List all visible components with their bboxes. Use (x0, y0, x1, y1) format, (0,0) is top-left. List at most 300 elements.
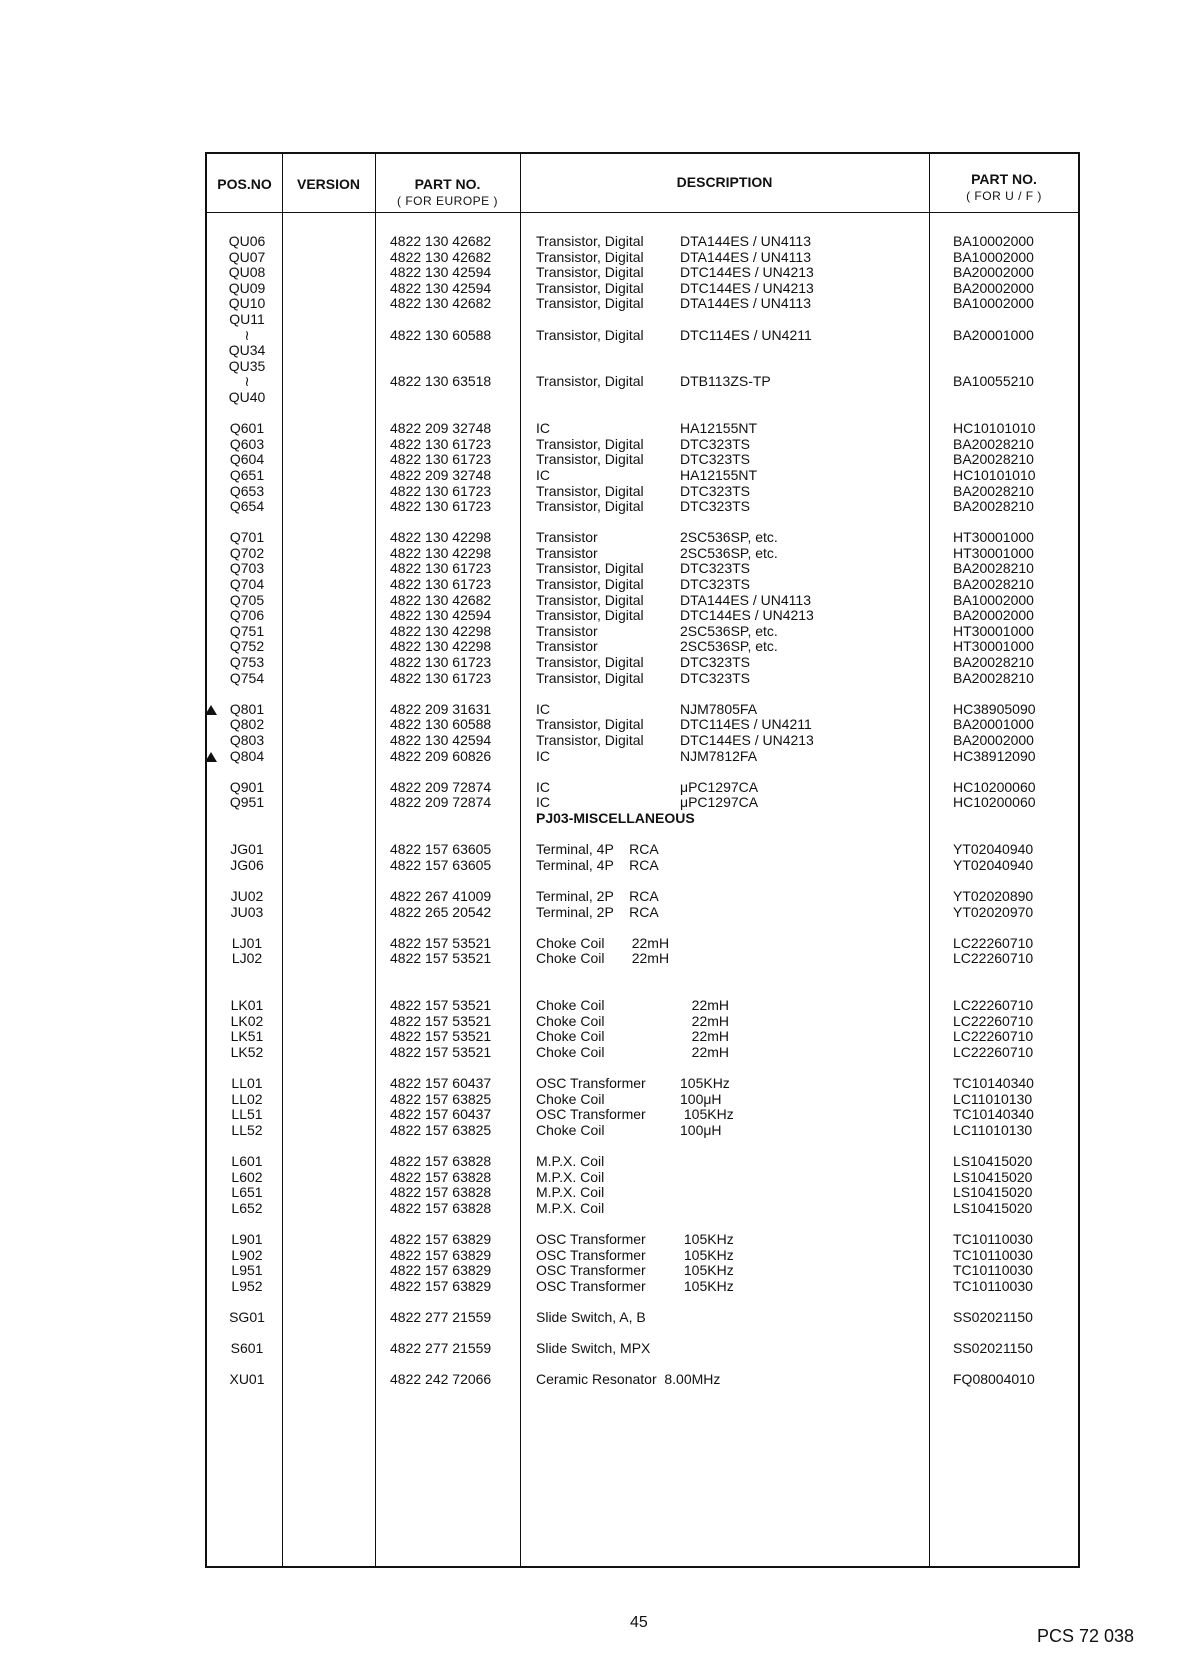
spec-cell-text: DTC323TS (680, 576, 751, 593)
part-no-cell (390, 936, 491, 952)
pos-cell-text: S601 (230, 1340, 264, 1357)
part-no-uf-cell (953, 905, 1033, 921)
spec-cell (680, 561, 750, 577)
pos-cell (207, 1014, 287, 1030)
description-cell (536, 468, 550, 484)
table-row (207, 1060, 1078, 1076)
part-no-cell (390, 1076, 491, 1092)
spec-cell (680, 1232, 734, 1248)
spec-cell-text: DTC323TS (680, 669, 751, 686)
part-no-cell (390, 296, 491, 312)
part-no-cell-text: 4822 130 42682 (390, 233, 492, 249)
description-cell-text: OSC Transformer (536, 1106, 646, 1123)
table-row (207, 717, 1078, 733)
table-row (207, 343, 1078, 359)
part-no-uf-cell (953, 452, 1034, 468)
spec-cell-text: DTC323TS (680, 498, 751, 515)
table-row (207, 421, 1078, 437)
part-no-cell (390, 1123, 491, 1139)
part-no-uf-cell (953, 484, 1034, 500)
table-row (207, 671, 1078, 687)
table-row (207, 1248, 1078, 1264)
spec-cell-text: 105KHz (680, 1075, 730, 1092)
table-row (207, 359, 1078, 375)
part-no-uf-cell (953, 936, 1033, 952)
part-no-uf-cell-text: BA20028210 (953, 451, 1034, 468)
pos-cell-text: QU11 (229, 310, 265, 327)
table-row (207, 265, 1078, 281)
pos-cell-text: JU02 (230, 887, 264, 904)
spec-cell (680, 468, 757, 484)
spec-cell-text: 2SC536SP, etc. (680, 544, 778, 561)
spec-cell (680, 795, 758, 811)
description-cell (536, 421, 550, 437)
description-cell-text: Transistor, Digital (536, 295, 644, 312)
part-no-uf-cell-text: YT02020890 (953, 887, 1034, 904)
header-part-no-uf (929, 171, 1079, 203)
part-no-uf-cell (953, 639, 1034, 655)
description-cell (536, 328, 644, 344)
description-cell-text: Transistor, Digital (536, 732, 644, 748)
table-row (207, 1326, 1078, 1342)
table-row (207, 858, 1078, 874)
description-cell (536, 250, 644, 266)
part-no-cell (390, 639, 491, 655)
part-no-uf-cell-text: LC11010130 (953, 1121, 1033, 1138)
pos-cell (207, 951, 287, 967)
spec-cell (680, 639, 778, 655)
pos-cell-text: LK51 (230, 1028, 264, 1045)
description-cell-text: OSC Transformer (536, 1262, 646, 1279)
part-no-uf-cell (953, 593, 1034, 609)
spec-cell-text: DTC323TS (680, 482, 751, 499)
part-no-uf-cell-text: LC22260710 (953, 1028, 1034, 1045)
part-no-uf-cell-text: LS10415020 (953, 1184, 1033, 1201)
part-no-uf-cell-text: BA20028210 (953, 482, 1034, 499)
pos-cell (207, 1045, 287, 1061)
spec-cell-text: DTC323TS (680, 451, 751, 468)
pos-cell (207, 561, 287, 577)
part-no-uf-cell (953, 577, 1034, 593)
table-row (207, 1138, 1078, 1154)
part-no-uf-cell (953, 951, 1033, 967)
pos-cell (207, 749, 287, 765)
pos-cell (207, 593, 287, 609)
description-cell-text: OSC Transformer (536, 1246, 646, 1263)
pos-cell (207, 296, 287, 312)
part-no-cell (390, 1045, 491, 1061)
pos-cell (207, 546, 287, 562)
part-no-cell (390, 858, 491, 874)
part-no-uf-cell-text: TC10140340 (953, 1075, 1034, 1092)
part-no-cell (390, 1092, 491, 1108)
pos-cell-text: L952 (231, 1277, 263, 1294)
description-cell (536, 1372, 720, 1388)
part-no-uf-cell (953, 717, 1034, 733)
description-cell-text: Choke Coil (536, 1012, 605, 1029)
part-no-uf-cell-text: BA10002000 (953, 591, 1034, 608)
part-no-cell-text: 4822 157 63828 (390, 1168, 492, 1185)
part-no-cell-text: 4822 130 42594 (390, 732, 492, 748)
part-no-cell (390, 452, 491, 468)
spec-cell-text: 22mH (680, 1012, 730, 1029)
part-no-uf-cell-text: LC22260710 (953, 1012, 1034, 1029)
part-no-uf-cell-text: BA20028210 (953, 560, 1034, 577)
table-row (207, 624, 1078, 640)
part-no-uf-cell (953, 1123, 1032, 1139)
part-no-uf-cell (953, 546, 1034, 562)
table-row (207, 484, 1078, 500)
table-row (207, 1029, 1078, 1045)
description-cell-text: Choke Coil (536, 1090, 605, 1107)
part-no-uf-cell (953, 671, 1034, 687)
pos-cell-text: Q753 (229, 654, 265, 671)
part-no-uf-cell-text: YT02020970 (953, 903, 1034, 920)
part-no-cell-text: 4822 157 63829 (390, 1231, 492, 1247)
description-cell (536, 546, 598, 562)
pos-cell-text: LK52 (230, 1043, 264, 1060)
description-cell-text: M.P.X. Coil (536, 1184, 605, 1201)
spec-cell (680, 1123, 722, 1139)
part-no-uf-cell-text: BA10002000 (953, 248, 1034, 265)
table-row (207, 842, 1078, 858)
part-no-uf-cell (953, 889, 1033, 905)
part-no-uf-cell-text: HT30001000 (953, 529, 1034, 546)
part-no-uf-cell (953, 858, 1033, 874)
table-row (207, 1310, 1078, 1326)
pos-cell (207, 312, 287, 328)
pos-cell (207, 1263, 287, 1279)
pos-cell-text: Q901 (229, 778, 265, 795)
table-row (207, 1279, 1078, 1295)
part-no-cell-text: 4822 157 63605 (390, 856, 492, 873)
pos-cell-text: Q701 (229, 529, 265, 546)
description-cell-text: Transistor, Digital (536, 233, 644, 249)
description-cell-text: OSC Transformer (536, 1277, 646, 1294)
spec-cell-text: 22mH (680, 1028, 730, 1045)
part-no-uf-cell (953, 1014, 1033, 1030)
part-no-cell-text: 4822 130 61723 (390, 451, 492, 468)
part-no-uf-cell-text: BA20028210 (953, 576, 1034, 593)
pos-cell (207, 484, 287, 500)
description-cell-text: Transistor, Digital (536, 248, 644, 265)
part-no-cell-text: 4822 130 42682 (390, 248, 492, 265)
table-row (207, 561, 1078, 577)
part-no-cell (390, 733, 491, 749)
part-no-cell-text: 4822 157 63829 (390, 1246, 492, 1263)
table-row (207, 905, 1078, 921)
part-no-cell (390, 998, 491, 1014)
part-no-uf-cell (953, 374, 1034, 390)
pos-cell (207, 1372, 287, 1388)
spec-cell-text: DTC144ES / UN4213 (680, 264, 814, 281)
part-no-cell-text: 4822 157 53521 (390, 934, 492, 951)
spec-cell-text: 100μH (680, 1121, 722, 1138)
pos-cell (207, 281, 287, 297)
table-row (207, 593, 1078, 609)
part-no-uf-cell-text: SS02021150 (953, 1308, 1033, 1325)
part-no-uf-cell-text: LC22260710 (953, 997, 1034, 1014)
spec-cell (680, 733, 814, 749)
table-row (207, 655, 1078, 671)
pos-cell (207, 624, 287, 640)
pos-cell-text: LJ01 (231, 934, 263, 951)
part-no-uf-cell (953, 780, 1036, 796)
description-cell (536, 858, 659, 874)
table-row (207, 1014, 1078, 1030)
part-no-uf-cell-text: HC38905090 (953, 700, 1036, 717)
part-no-uf-cell-text: HT30001000 (953, 544, 1034, 561)
table-row (207, 1232, 1078, 1248)
part-no-cell (390, 499, 491, 515)
pos-cell (207, 1201, 287, 1217)
description-cell (536, 1170, 604, 1186)
spec-cell-text: 100μH (680, 1090, 722, 1107)
description-cell-text: Transistor, Digital (536, 373, 644, 390)
part-no-cell-text: 4822 130 42682 (390, 591, 492, 608)
part-no-cell (390, 328, 491, 344)
part-no-cell-text: 4822 157 63825 (390, 1090, 492, 1107)
part-no-uf-cell (953, 1045, 1033, 1061)
table-row (207, 1092, 1078, 1108)
pos-cell (207, 1310, 287, 1326)
table-row (207, 530, 1078, 546)
description-cell-text: Transistor, Digital (536, 576, 644, 593)
part-no-cell (390, 1154, 491, 1170)
part-no-uf-cell (953, 437, 1034, 453)
spec-cell-text: DTA144ES / UN4113 (680, 295, 811, 312)
part-no-cell-text: 4822 157 63829 (390, 1277, 492, 1294)
pos-cell-text: LL02 (231, 1090, 263, 1107)
description-cell (536, 671, 644, 687)
part-no-uf-cell (953, 733, 1034, 749)
pos-cell (207, 1154, 287, 1170)
spec-cell (680, 499, 750, 515)
part-no-cell-text: 4822 267 41009 (390, 887, 492, 904)
part-no-cell (390, 546, 491, 562)
description-cell-text: Choke Coil (536, 1043, 605, 1060)
part-no-cell (390, 795, 491, 811)
pos-cell (207, 655, 287, 671)
part-no-cell-text: 4822 209 32748 (390, 420, 492, 437)
description-cell (536, 998, 604, 1014)
pos-cell-text: LK02 (230, 1012, 264, 1029)
pos-cell-text: L902 (231, 1246, 263, 1263)
part-no-cell (390, 889, 491, 905)
description-cell (536, 484, 644, 500)
table-row (207, 920, 1078, 936)
description-cell (536, 1341, 650, 1357)
part-no-cell-text: 4822 130 42298 (390, 638, 492, 655)
description-cell-text: Transistor, Digital (536, 654, 644, 671)
description-cell-text: IC (536, 747, 550, 764)
spec-cell (680, 1092, 722, 1108)
spec-cell-text: DTC144ES / UN4213 (680, 732, 814, 748)
pos-cell-text: QU40 (228, 388, 266, 405)
header-part-no (375, 176, 520, 208)
description-cell (536, 749, 550, 765)
table-row (207, 406, 1078, 422)
pos-cell-text: LL01 (231, 1075, 263, 1092)
pos-cell (207, 905, 287, 921)
pos-cell (207, 1107, 287, 1123)
pos-cell (207, 1248, 287, 1264)
safety-warning-icon (205, 705, 217, 715)
part-no-uf-cell (953, 265, 1034, 281)
part-no-cell (390, 1279, 491, 1295)
spec-cell (680, 374, 771, 390)
pos-cell-text: L602 (231, 1168, 263, 1185)
description-cell (536, 733, 644, 749)
table-row (207, 733, 1078, 749)
pos-cell (207, 1279, 287, 1295)
part-no-uf-cell-text: LS10415020 (953, 1168, 1033, 1185)
part-no-uf-cell (953, 795, 1036, 811)
part-no-cell (390, 717, 491, 733)
pos-cell-text: Q653 (229, 482, 265, 499)
description-cell-text: Ceramic Resonator 8.00MHz (536, 1371, 721, 1388)
part-no-cell-text: 4822 157 60437 (390, 1106, 492, 1123)
description-cell-text: Transistor (536, 638, 598, 655)
spec-cell (680, 452, 750, 468)
description-cell-text: Transistor, Digital (536, 560, 644, 577)
pos-cell (207, 1185, 287, 1201)
description-cell-text: Terminal, 4P RCA (536, 841, 659, 858)
part-no-cell (390, 437, 491, 453)
part-no-cell-text: 4822 130 61723 (390, 576, 492, 593)
part-no-uf-cell (953, 234, 1034, 250)
description-cell-text: M.P.X. Coil (536, 1153, 605, 1170)
table-row (207, 749, 1078, 765)
pos-cell (207, 343, 287, 359)
pos-cell-text: Q951 (229, 794, 265, 811)
description-cell-text: IC (536, 778, 550, 795)
spec-cell (680, 484, 750, 500)
pos-cell (207, 1123, 287, 1139)
part-no-uf-cell-text: LC22260710 (953, 1043, 1034, 1060)
description-cell (536, 1263, 646, 1279)
spec-cell (680, 265, 814, 281)
table-row (207, 328, 1078, 344)
description-cell-text: Transistor, Digital (536, 451, 644, 468)
description-cell-text: Terminal, 4P RCA (536, 856, 659, 873)
table-row (207, 499, 1078, 515)
description-cell (536, 1154, 604, 1170)
part-no-uf-cell (953, 749, 1036, 765)
part-no-uf-cell (953, 421, 1036, 437)
description-cell-text: Transistor, Digital (536, 716, 644, 733)
part-no-uf-cell-text: BA20028210 (953, 498, 1034, 515)
spec-cell (680, 1076, 730, 1092)
pos-cell (207, 1170, 287, 1186)
table-row (207, 390, 1078, 406)
part-no-cell-text: 4822 157 53521 (390, 1043, 492, 1060)
pos-cell-text: Q651 (229, 466, 265, 483)
table-row (207, 1216, 1078, 1232)
spec-cell (680, 1029, 729, 1045)
part-no-uf-cell-text: BA20028210 (953, 435, 1034, 452)
part-no-uf-cell-text: LS10415020 (953, 1199, 1033, 1216)
description-cell (536, 1232, 646, 1248)
pos-cell (207, 468, 287, 484)
part-no-uf-cell (953, 1279, 1033, 1295)
pos-cell-text: L652 (231, 1199, 263, 1216)
part-no-uf-cell-text: BA20002000 (953, 607, 1034, 624)
description-cell-text: Terminal, 2P RCA (536, 887, 659, 904)
table-row (207, 1341, 1078, 1357)
description-cell-text: Terminal, 2P RCA (536, 903, 659, 920)
description-cell-text: IC (536, 466, 550, 483)
description-cell-text: Transistor, Digital (536, 591, 644, 608)
description-cell (536, 951, 669, 967)
part-no-uf-cell-text: LS10415020 (953, 1153, 1033, 1170)
description-cell (536, 1201, 604, 1217)
pos-cell (207, 265, 287, 281)
pos-cell-text: Q654 (229, 498, 265, 515)
table-row (207, 546, 1078, 562)
part-no-cell (390, 655, 491, 671)
pos-cell-text: Q703 (229, 560, 265, 577)
pos-cell (207, 374, 287, 390)
part-no-uf-cell-text: HC10101010 (953, 420, 1036, 437)
part-no-uf-cell-text: BA20002000 (953, 279, 1034, 296)
parts-table (205, 152, 1080, 1568)
part-no-cell (390, 484, 491, 500)
part-no-cell-text: 4822 209 60826 (390, 747, 492, 764)
spec-cell-text: 2SC536SP, etc. (680, 638, 778, 655)
spec-cell (680, 281, 814, 297)
part-no-cell-text: 4822 130 61723 (390, 669, 492, 686)
part-no-uf-cell (953, 1029, 1033, 1045)
part-no-cell-text: 4822 130 42594 (390, 279, 492, 296)
description-cell (536, 655, 644, 671)
part-no-uf-cell-text: LC22260710 (953, 950, 1034, 967)
table-row (207, 1263, 1078, 1279)
pos-cell (207, 702, 287, 718)
description-cell-text: Transistor (536, 544, 598, 561)
part-no-uf-cell-text: BA20028210 (953, 669, 1034, 686)
part-no-cell-text: 4822 157 53521 (390, 997, 492, 1014)
part-no-uf-cell (953, 1201, 1032, 1217)
header-divider (207, 212, 1078, 213)
spec-cell (680, 998, 729, 1014)
part-no-uf-cell-text: HC10200060 (953, 778, 1036, 795)
part-no-cell-text: 4822 130 42594 (390, 264, 492, 281)
pos-cell (207, 1076, 287, 1092)
pos-cell (207, 437, 287, 453)
spec-cell-text: DTC323TS (680, 654, 751, 671)
part-no-cell (390, 1201, 491, 1217)
page-number: 45 (630, 1614, 648, 1631)
part-no-cell (390, 561, 491, 577)
part-no-uf-cell (953, 998, 1033, 1014)
spec-cell (680, 593, 811, 609)
part-no-cell-text: 4822 130 42298 (390, 544, 492, 561)
part-no-cell-text: 4822 130 61723 (390, 482, 492, 499)
description-cell (536, 265, 644, 281)
spec-cell-text: DTA144ES / UN4113 (680, 248, 811, 265)
part-no-uf-cell (953, 1372, 1035, 1388)
part-no-uf-cell-text: BA10055210 (953, 373, 1034, 390)
part-no-uf-cell (953, 624, 1034, 640)
table-row (207, 889, 1078, 905)
description-cell (536, 702, 550, 718)
pos-cell (207, 250, 287, 266)
pos-cell-text: Q804 (229, 747, 265, 764)
pos-cell (207, 733, 287, 749)
pos-cell-text: LL51 (231, 1106, 263, 1123)
description-cell (536, 1248, 646, 1264)
